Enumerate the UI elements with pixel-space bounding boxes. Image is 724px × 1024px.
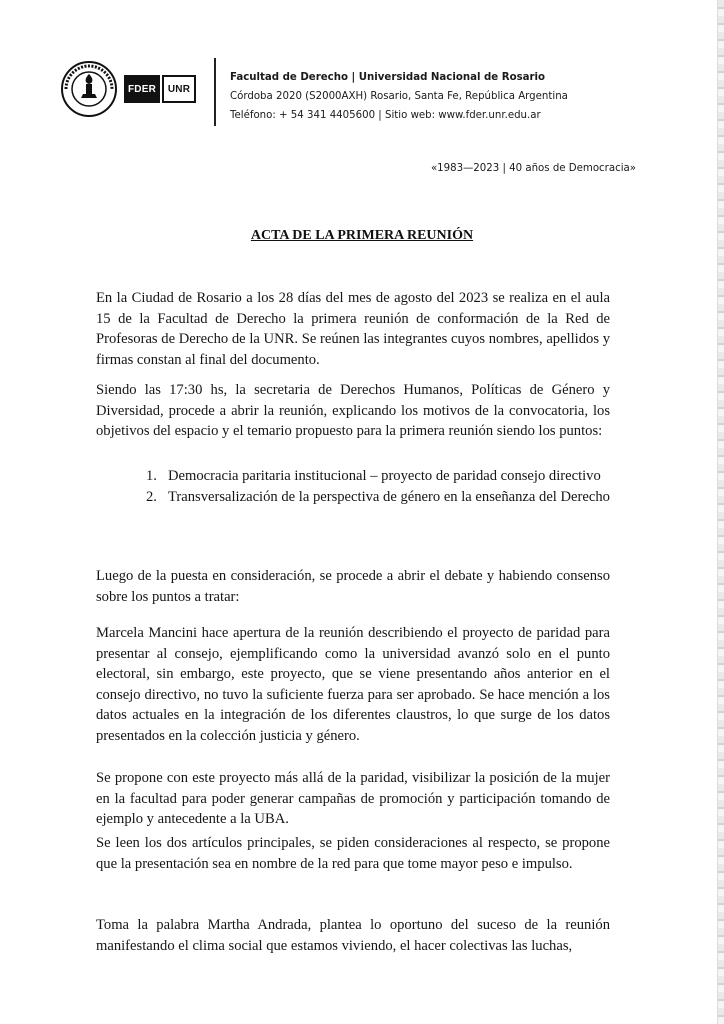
institution-address: Córdoba 2020 (S2000AXH) Rosario, Santa Fe, República Argentina xyxy=(230,91,568,102)
unr-logo: UNR xyxy=(162,75,196,103)
paragraph-agenda-intro: Siendo las 17:30 hs, la secretaria de Derechos Humanos, Políticas de Género y Diversidad, procede a abrir la reunión, explicando los motivos de la convocatoria, los objetivos del espacio y el temario propuesto para la primera reunión siendo los puntos: xyxy=(96,382,610,439)
paragraph-debate: Luego de la puesta en consideración, se procede a abrir el debate y habiendo consenso sobre los puntos a tratar: xyxy=(96,568,610,605)
paragraph-andrada: Toma la palabra Martha Andrada, plantea lo oportuno del suceso de la reunión manifestando el clima social que estamos viviendo, el hacer colectivas las luchas, xyxy=(96,917,610,954)
agenda-item xyxy=(96,466,616,487)
header-divider xyxy=(214,58,216,126)
paragraph-opening: En la Ciudad de Rosario a los 28 días del mes de agosto del 2023 se realiza en el aula 15 de la Facultad de Derecho la primera reunión de conformación de la Red de Profesoras de Derecho de la UNR. Se reúnen las integrantes cuyos nombres, apellidos y firmas constan al final del documento. xyxy=(96,290,610,368)
agenda-item xyxy=(96,487,616,508)
institution-contact: Teléfono: + 54 341 4405600 | Sitio web: www.fder.unr.edu.ar xyxy=(230,110,541,121)
paragraph-articles: Se leen los dos artículos principales, se piden consideraciones al respecto, se propone que la presentación sea en nombre de la red para que tome mayor peso e impulso. xyxy=(96,835,610,872)
paragraph-proposal: Se propone con este proyecto más allá de la paridad, visibilizar la posición de la mujer en la facultad para poder generar campañas de promoción y participación tomando de ejemplo y antecedente a la UBA. xyxy=(96,770,610,827)
institution-name: Facultad de Derecho | Universidad Nacional de Rosario xyxy=(230,72,546,83)
document-title: ACTA DE LA PRIMERA REUNIÓN xyxy=(250,228,474,243)
agenda-item-number: 2. xyxy=(146,489,157,505)
agenda-item-text: Transversalización de la perspectiva de género en la enseñanza del Derecho xyxy=(168,489,610,505)
institution-block xyxy=(230,68,568,125)
university-seal-icon xyxy=(60,60,118,118)
fder-logo: FDER xyxy=(124,75,160,103)
agenda-item-text: Democracia paritaria institucional – proyecto de paridad consejo directivo xyxy=(168,468,601,484)
paragraph-mancini: Marcela Mancini hace apertura de la reunión describiendo el proyecto de paridad para presentar al consejo, ejemplificando como la universidad avanzó solo en el punto electoral, sin embargo, este proyecto, que se viene presentando años anterior en el consejo directivo, no tuvo la suficiente fuerza para ser aprobado. Se hace mención a los datos actuales en la integración de los diferentes claustros, lo que surge de los datos presentados en la colección justicia y género. xyxy=(96,625,610,744)
scan-edge xyxy=(717,0,724,1024)
agenda-list xyxy=(96,466,616,508)
agenda-item-number: 1. xyxy=(146,468,157,484)
motto: «1983—2023 | 40 años de Democracia» xyxy=(430,163,636,174)
